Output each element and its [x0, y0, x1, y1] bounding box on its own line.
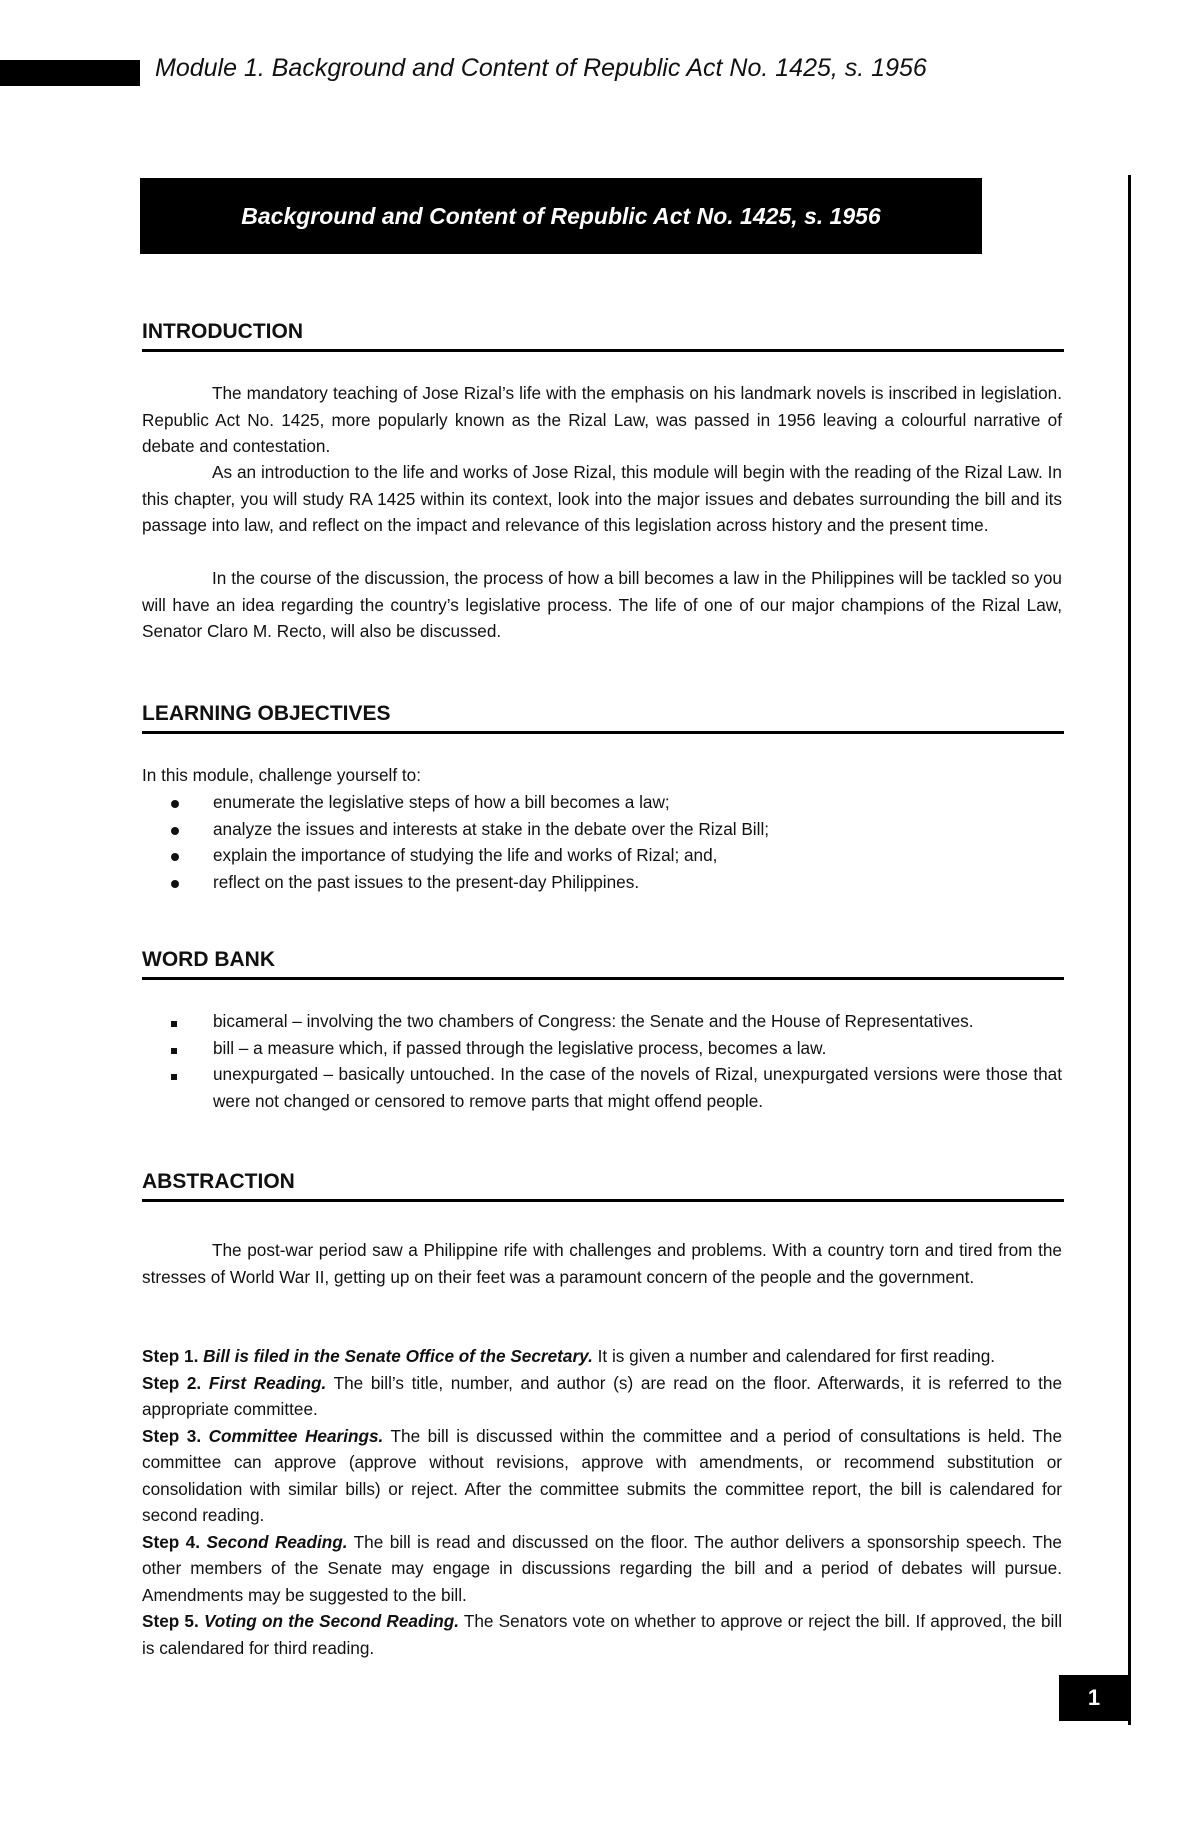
intro-paragraph-2: As an introduction to the life and works of Jose Rizal, this module will begin with the reading of the Rizal Law. In this chapter, you will study RA 1425 within its context, look into the major issues and debates surrounding the bill and its passage into law, and reflect on the impact and relevance of this legislation across history and the present time.: [142, 462, 1062, 535]
list-item: Step 3. Committee Hearings. The bill is discussed within the committee and a period of consultations is held. The committee can approve (approve without revisions, approve with amendments, or recommend substitution or consolidation with similar bills) or reject. After the committee submits the committee report, the bill is calendared for second reading.: [142, 1425, 1063, 1525]
margin-rule: [1128, 175, 1131, 1725]
abstraction-paragraph: The post-war period saw a Philippine rife with challenges and problems. With a country torn and tired from the stresses of World War II, getting up on their feet was a paramount concern of the people and the government.: [142, 1240, 1062, 1287]
bullet-icon: [171, 880, 179, 888]
square-bullet-icon: [171, 1074, 177, 1080]
introduction-heading: INTRODUCTION: [142, 320, 1064, 352]
objectives-intro: In this module, challenge yourself to:: [142, 765, 421, 785]
word-bank-heading: WORD BANK: [142, 948, 1064, 980]
bullet-icon: [171, 853, 179, 861]
bullet-icon: [171, 800, 179, 808]
objectives-heading: LEARNING OBJECTIVES: [142, 702, 1064, 734]
abstraction-heading: ABSTRACTION: [142, 1170, 1064, 1202]
objectives-list: [142, 789, 1062, 895]
list-item: explain the importance of studying the life and works of Rizal; and,: [142, 842, 1062, 869]
square-bullet-icon: [171, 1048, 177, 1054]
module-header: Module 1. Background and Content of Republic Act No. 1425, s. 1956: [155, 54, 927, 82]
title-banner: [140, 178, 982, 254]
title-banner-text: Background and Content of Republic Act No. 1425, s. 1956: [241, 202, 881, 229]
intro-paragraph-1: The mandatory teaching of Jose Rizal’s life with the emphasis on his landmark novels is inscribed in legislation. Republic Act No. 1425, more popularly known as the Rizal Law, was passed in 1956 leaving a colourful narrative of debate and contestation.: [142, 383, 1062, 456]
square-bullet-icon: [171, 1021, 177, 1027]
list-item: Step 2. First Reading. The bill’s title, number, and author (s) are read on the floor. Afterwards, it is referred to the appropriate committee.: [142, 1372, 1062, 1419]
list-item: analyze the issues and interests at stake in the debate over the Rizal Bill;: [142, 816, 1062, 843]
list-item: unexpurgated – basically untouched. In the case of the novels of Rizal, unexpurgated versions were those that were not changed or censored to remove parts that might offend people.: [142, 1061, 1062, 1114]
steps-list: [142, 1343, 1062, 1661]
list-item: enumerate the legislative steps of how a bill becomes a law;: [142, 789, 1062, 816]
list-item: Step 5. Voting on the Second Reading. The Senators vote on whether to approve or reject the bill. If approved, the bill is calendared for third reading.: [142, 1611, 1063, 1658]
header-bar: [0, 60, 140, 86]
list-item: bicameral – involving the two chambers of Congress: the Senate and the House of Representatives.: [142, 1008, 1062, 1035]
intro-paragraph-3: In the course of the discussion, the process of how a bill becomes a law in the Philippines will be tackled so you will have an idea regarding the country’s legislative process. The life of one of our major champions of the Rizal Law, Senator Claro M. Recto, will also be discussed.: [142, 568, 1062, 641]
page-number: 1: [1059, 1675, 1129, 1721]
word-bank-list: [142, 1008, 1062, 1114]
bullet-icon: [171, 827, 179, 835]
list-item: Step 1. Bill is filed in the Senate Office of the Secretary. It is given a number and calendared for first reading.: [142, 1346, 996, 1366]
list-item: reflect on the past issues to the present-day Philippines.: [142, 869, 1062, 896]
list-item: Step 4. Second Reading. The bill is read and discussed on the floor. The author delivers a sponsorship speech. The other members of the Senate may engage in discussions regarding the bill and a period of debates will pursue. Amendments may be suggested to the bill.: [142, 1531, 1062, 1605]
list-item: bill – a measure which, if passed through the legislative process, becomes a law.: [142, 1035, 1062, 1062]
